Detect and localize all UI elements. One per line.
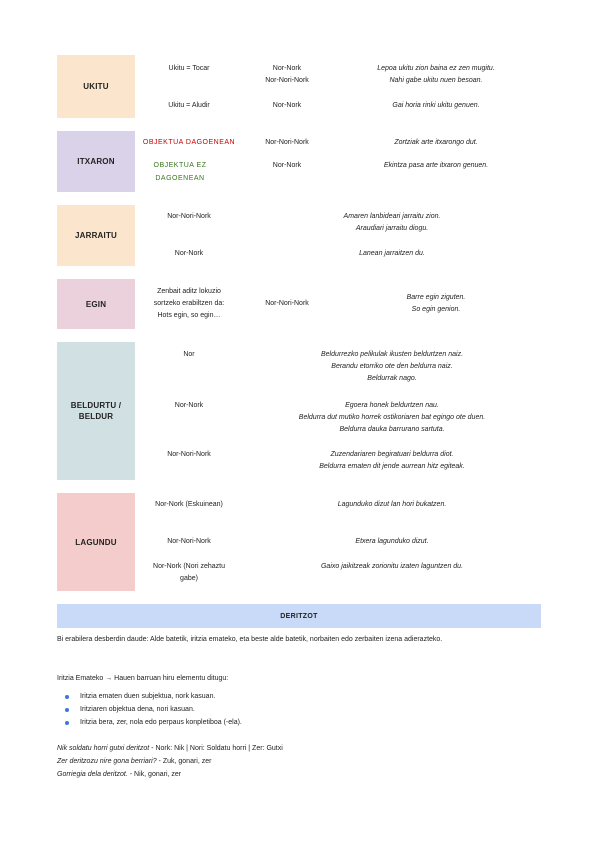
example-cell: Egoera honek beldurtzen nau. xyxy=(345,402,439,409)
example-cell: Gaixo jaikitzeak zorionitu izaten laguntzen du. xyxy=(320,563,464,570)
usage-cell: Nor-Nori-Nork xyxy=(167,538,211,545)
list-item xyxy=(80,704,195,715)
example-analysis: - Nork: Nik | Nori: Soldatu horri | Zer: Gutxi xyxy=(149,745,283,752)
usage-cell: Nor-Nork (Nori zehaztu xyxy=(153,563,225,570)
example-analysis: - Nik, gonari, zer xyxy=(127,771,182,778)
example-cell: Lanean jarraitzen du. xyxy=(359,250,425,257)
list-item-text: Iritziaren objektua dena, nori kasuan. xyxy=(80,706,195,713)
usage-cell: Ukitu = Aludir xyxy=(168,102,210,109)
verb-cell-itxaron: ITXARON xyxy=(57,131,135,192)
verb-label-line: BELDUR xyxy=(78,412,114,421)
bullet-icon xyxy=(65,695,69,699)
example-cell: So egin genion. xyxy=(411,306,461,313)
example-line xyxy=(57,743,283,754)
verb-cell-beldurtu xyxy=(57,342,135,480)
usage-cell: sortzeko erabiltzen da: xyxy=(153,300,225,307)
usage-cell: Hots egin, so egin… xyxy=(157,312,221,319)
deritzot-intro: Bi erabilera desberdin daude: Alde batetik, iritzia emateko, eta beste alde batetik, norbaiten edo zerbaiten izena adierazteko. xyxy=(57,636,443,643)
verb-cell-jarraitu: JARRAITU xyxy=(57,205,135,266)
case-cell: Nor-Nork xyxy=(272,162,302,169)
verb-label-line: BELDURTU / xyxy=(70,401,122,410)
example-cell: Berandu etorriko ote den beldurra naiz. xyxy=(331,363,453,370)
example-cell: Nahi gabe ukitu nuen besoan. xyxy=(389,77,483,84)
bullet-icon xyxy=(65,721,69,725)
case-cell: Nor-Nork xyxy=(272,65,302,72)
iritzia-paragraph: Iritzia Emateko → Hauen barruan hiru elementu ditugu: xyxy=(57,675,229,682)
usage-cell: Nor xyxy=(183,351,195,358)
usage-cell: Zenbait aditz lokuzio xyxy=(157,288,221,295)
example-cell: Amaren lanbideari jarraitu zion. xyxy=(343,213,441,220)
usage-cell: OBJEKTUA EZ xyxy=(153,162,207,169)
example-analysis: - Zuk, gonari, zer xyxy=(156,758,212,765)
usage-cell: gabe) xyxy=(180,575,198,582)
example-cell: Barre egin ziguten. xyxy=(406,294,466,301)
list-item-text: Iritzia bera, zer, nola edo perpaus konpletiboa (-ela). xyxy=(80,719,242,726)
example-cell: Beldurrezko pelikulak ikusten beldurtzen naiz. xyxy=(320,351,464,358)
example-cell: Lepoa ukitu zion baina ez zen mugitu. xyxy=(377,65,495,72)
list-item xyxy=(80,717,242,728)
case-cell: Nor-Nori-Nork xyxy=(265,300,309,307)
usage-cell: Nor-Nork (Eskuinean) xyxy=(155,501,223,508)
example-cell: Ekintza pasa arte itxaron genuen. xyxy=(383,162,489,169)
usage-cell: OBJEKTUA DAGOENEAN xyxy=(142,139,236,146)
example-cell: Beldurra ematen dit jende aurrean hitz egiteak. xyxy=(319,463,465,470)
example-cell: Zortziak arte itxarongo dut. xyxy=(394,139,478,146)
example-cell: Zuzendariaren begiratuari beldurra diot. xyxy=(330,451,454,458)
example-cell: Beldurra dut mutiko horrek ostikoriaren bat egingo ote duen. xyxy=(298,414,486,421)
example-sentence: Zer deritzozu nire gona berriari? xyxy=(57,758,157,765)
example-cell: Araudiari jarraitu diogu. xyxy=(355,225,429,232)
example-cell: Beldurrak nago. xyxy=(367,375,417,382)
case-cell: Nor-Nork xyxy=(272,102,302,109)
verb-cell-egin: EGIN xyxy=(57,279,135,329)
verb-cell-lagundu: LAGUNDU xyxy=(57,493,135,591)
case-cell: Nor-Nori-Nork xyxy=(265,139,309,146)
deritzot-header: DERITZOT xyxy=(57,604,541,628)
usage-cell: Ukitu = Tocar xyxy=(168,65,210,72)
verb-cell-ukitu: UKITU xyxy=(57,55,135,118)
bullet-icon xyxy=(65,708,69,712)
list-item-text: Iritzia ematen duen subjektua, nork kasuan. xyxy=(80,693,216,700)
example-cell: Gai horia rinki ukitu genuen. xyxy=(392,102,480,109)
list-item xyxy=(80,691,215,702)
usage-cell: Nor-Nori-Nork xyxy=(167,451,211,458)
example-line xyxy=(57,769,181,780)
case-cell: Nor-Nori-Nork xyxy=(265,77,309,84)
usage-cell: Nor-Nork xyxy=(174,402,204,409)
example-cell: Beldurra dauka barrurano sartuta. xyxy=(339,426,445,433)
usage-cell: Nor-Nori-Nork xyxy=(167,213,211,220)
usage-cell: DAGOENEAN xyxy=(155,175,205,182)
example-sentence: Nik soldatu horri gutxi deritzot xyxy=(57,745,150,752)
usage-cell: Nor-Nork xyxy=(174,250,204,257)
example-line xyxy=(57,756,211,767)
example-sentence: Gorriegia dela deritzot. xyxy=(57,771,128,778)
example-cell: Etxera lagunduko dizut. xyxy=(355,538,429,545)
example-cell: Lagunduko dizut lan hori bukatzen. xyxy=(337,501,447,508)
